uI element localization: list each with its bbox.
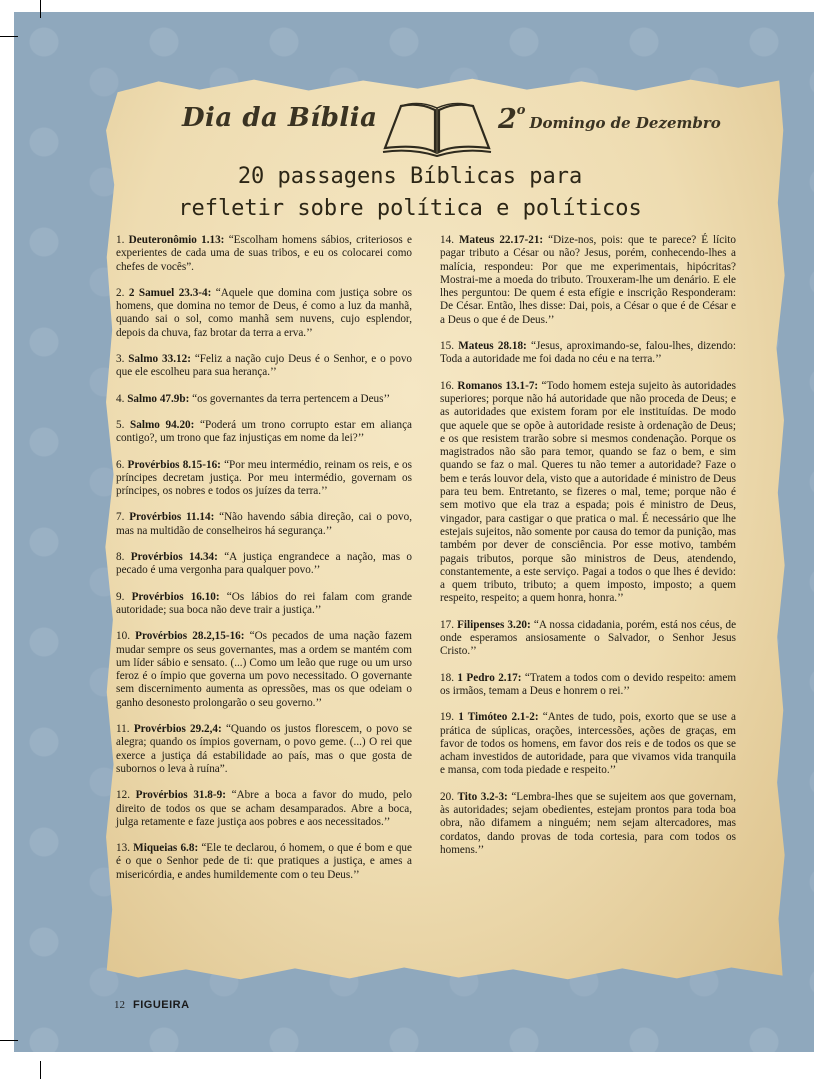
passage-entry: 19. 1 Timóteo 2.1-2: “Antes de tudo, pois, exorto que se use a prática de súplicas, orações, intercessões, ações de graças, em favor de todos os homens, em favor dos reis e de todos os que se acham investidos de autoridade, para que vivamos vida tranquila e mansa, com toda piedade e respeito.’’ [440,711,736,777]
passage-text: “A justiça engrandece a nação, mas o pecado é uma vergonha para qualquer povo.’’ [116,551,412,577]
passage-reference: Deuteronômio 1.13: [128,234,225,246]
left-column [116,234,412,895]
magazine-brand: FIGUEIRA [133,999,190,1011]
passage-entry: 3. Salmo 33.12: “Feliz a nação cujo Deus é o Senhor, e o povo que ele escolheu para sua herança.’’ [116,353,413,379]
passage-reference: Provérbios 8.15-16: [127,458,221,471]
page-footer [114,999,190,1015]
page-number: 12 [114,999,125,1011]
passage-text: “Por meu intermédio, reinam os reis, e os príncipes decretam justiça. Por meu intermédio, governam os príncipes, os nobres e todos os juízes da terra.’’ [116,458,413,498]
crop-mark [0,1040,18,1041]
passage-reference: Filipenses 3.20: [457,618,531,631]
passage-reference: Provérbios 11.14: [129,511,215,524]
passage-entry: 17. Filipenses 3.20: “A nossa cidadania, porém, está nos céus, de onde esperamos ansiosamente o Salvador, o Senhor Jesus Cristo.’’ [440,618,737,658]
passage-text: “Todo homem esteja sujeito às autoridades superiores; porque não há autoridade que não proceda de Deus; e as autoridades que existem foram por ele instituídas. De modo que aquele que se opõe à autoridade resiste à ordenação de Deus; e os que resistem trarão sobre si mesmos condenação. Porque os magistrados não são para temor, quando se faz o bem, e sim quando se faz o mal. Queres tu não temer a autoridade? Faze o bem e terás louvor dela, visto que a autoridade é ministro de Deus para teu bem. Entretanto, se fizeres o mal, teme; porque não é sem motivo que ela traz a espada; pois é ministro de Deus, vingador, para castigar o que pratica o mal. É necessário que lhe estejais sujeitos, não somente por causa do temor da punição, mas também por dever de consciência. Por esse motivo, também pagais tributos, porque são ministros de Deus, atendendo, constantemente, a este serviço. Pagai a todos o que lhes é devido: a quem tributo, tributo; a quem imposto, imposto; a quem respeito, respeito; a quem honra, honra.’’ [440,379,736,605]
passage-reference: Salmo 47.9b: [127,392,190,405]
passage-text: “Abre a boca a favor do mudo, pelo direito de todos os que se acham desamparados. Abre a boca, julga retamente e faze justiça aos pobres e aos necessitados.’’ [116,789,413,828]
passage-reference: Provérbios 28.2,15-16: [135,630,245,643]
passage-text: “os governantes da terra pertencem a Deus’’ [192,392,391,405]
header-title-dia-da-biblia: Dia da Bíblia [182,103,378,133]
passage-text: “Os pecados de uma nação fazem mudar sempre os seus governantes, mas a ordem se mantém com um líder sábio e sensato. (...) Como um leão que ruge ou um urso feroz é o ímpio que governa um povo necessitado. O governante sem discernimento aumenta as opressões, mas os que odeiam o ganho desonesto prolongarão o seu governo.’’ [116,630,413,709]
passage-text: “Feliz a nação cujo Deus é o Senhor, e o povo que ele escolheu para sua herança.’’ [116,353,413,379]
passage-reference: 2 Samuel 23.3-4: [128,286,212,299]
passage-reference: Salmo 94.20: [130,418,195,431]
passage-text: “Antes de tudo, pois, exorto que se use a prática de súplicas, orações, intercessões, ações de graças, em favor de todos os homens, em favor dos reis e de todos os que se acham investidos de autoridade, para que vivamos vida tranquila e mansa, com toda piedade e respeito.’’ [440,711,736,777]
crop-mark [40,0,41,18]
passage-entry: 11. Provérbios 29.2,4: “Quando os justos florescem, o povo se alegra; quando os ímpios governam, o povo geme. (...) O rei que exerce a justiça dá estabilidade ao país, mas o que gosta de subornos o leva à ruína”. [116,723,412,775]
passage-text: “Escolham homens sábios, criteriosos e experientes de cada uma de suas tribos, e eu os colocarei como chefes de vocês”. [116,234,413,273]
passage-text: “Dize-nos, pois: que te parece? É lícito pagar tributo a César ou não? Jesus, porém, conhecendo-lhes a malícia, respondeu: Por que me experimentais, hipócritas? Mostrai-me a moeda do tributo. Trouxeram-lhe um denário. E ele lhes perguntou: De quem é esta efígie e inscrição Responderam: De César. Então, lhes disse: Dai, pois, a César o que é de César e a Deus o que é de Deus.’’ [440,234,737,326]
passage-reference: Provérbios 16.10: [131,590,220,603]
passage-reference: Salmo 33.12: [128,353,191,366]
passage-text: “Os lábios do rei falam com grande autoridade; sua boca não deve trair a justiça.’’ [116,590,413,616]
passage-entry: 8. Provérbios 14.34: “A justiça engrandece a nação, mas o pecado é uma vergonha para qualquer povo.’’ [116,551,412,577]
open-book-icon [381,98,493,158]
passage-entry: 14. Mateus 22.17-21: “Dize-nos, pois: que te parece? É lícito pagar tributo a César ou não? Jesus, porém, conhecendo-lhes a malícia, respondeu: Por que me experimentais, hipócritas? Mostrai-me a moeda do tributo. Trouxeram-lhe um denário. E ele lhes perguntou: De quem é esta efígie e inscrição Responderam: De César. Então, lhes disse: Dai, pois, a César o que é de César e a Deus o que é de Deus.’’ [440,234,737,326]
passage-text: “Aquele que domina com justiça sobre os homens, que domina no temor de Deus, é como a luz da manhã, quando sai o sol, como manhã sem nuvens, cujo esplendor, depois da chuva, faz brotar da terra a erva.’’ [116,286,412,339]
passage-entry: 13. Miqueias 6.8: “Ele te declarou, ó homem, o que é bom e que é o que o Senhor pede de ti: que pratiques a justiça, e ames a misericórdia, e andes humildemente com o teu Deus.’’ [116,842,412,881]
page-title-line-1: 20 passagens Bíblicas para [237,164,583,189]
passage-entry: 6. Provérbios 8.15-16: “Por meu intermédio, reinam os reis, e os príncipes decretam justiça. Por meu intermédio, governam os príncipes, os nobres e todos os juízes da terra.’’ [116,458,413,498]
passage-entry: 12. Provérbios 31.8-9: “Abre a boca a favor do mudo, pelo direito de todos os que se acham desamparados. Abre a boca, julga retamente e faze justiça aos pobres e aos necessitados.’’ [116,789,413,828]
passage-text: “Tratem a todos com o devido respeito: amem os irmãos, temam a Deus e honrem o rei.’’ [440,671,737,697]
right-column [440,234,736,870]
passage-entry: 20. Tito 3.2-3: “Lembra-lhes que se sujeitem aos que governam, às autoridades; sejam obedientes, estejam prontos para toda boa obra, não difamem a ninguém; nem sejam altercadores, mas cordatos, dando provas de toda cortesia, para com todos os homens.’’ [440,790,737,856]
passage-text: “Jesus, aproximando-se, falou-lhes, dizendo: Toda a autoridade me foi dada no céu e na terra.’’ [440,340,736,366]
passage-text: “Quando os justos florescem, o povo se alegra; quando os ímpios governam, o povo geme. (...) O rei que exerce a justiça dá estabilidade ao país, mas o que gosta de subornos o leva à ruína”. [116,723,412,775]
passage-reference: Mateus 28.18: [458,340,527,353]
passage-entry: 1. Deuteronômio 1.13: “Escolham homens sábios, criteriosos e experientes de cada uma de suas tribos, e eu os colocarei como chefes de vocês”. [116,234,413,273]
passage-reference: Provérbios 14.34: [130,551,218,564]
passage-entry: 4. Salmo 47.9b: “os governantes da terra pertencem a Deus’’ [116,392,391,405]
passage-text: “Não havendo sábia direção, cai o povo, mas na multidão de conselheiros há segurança.’’ [116,511,412,537]
header-date-text: Domingo de Dezembro [529,114,721,132]
passage-entry: 15. Mateus 28.18: “Jesus, aproximando-se, falou-lhes, dizendo: Toda a autoridade me foi dada no céu e na terra.’’ [440,340,736,366]
passage-entry: 9. Provérbios 16.10: “Os lábios do rei falam com grande autoridade; sua boca não deve trair a justiça.’’ [116,590,413,616]
passage-text: “Ele te declarou, ó homem, o que é bom e que é o que o Senhor pede de ti: que pratiques a justiça, e ames a misericórdia, e andes humildemente com o teu Deus.’’ [116,842,412,881]
passage-entry: 5. Salmo 94.20: “Poderá um trono corrupto estar em aliança contigo?, um trono que faz injustiças em nome da lei?’’ [116,418,413,445]
passage-text: “A nossa cidadania, porém, está nos céus, de onde esperamos ansiosamente o Salvador, o Senhor Jesus Cristo.’’ [440,618,737,658]
passage-entry: 10. Provérbios 28.2,15-16: “Os pecados de uma nação fazem mudar sempre os seus governantes, mas a ordem se mantém com um líder sábio e sensato. (...) Como um leão que ruge ou um urso feroz é o ímpio que governa um povo necessitado. O governante sem discernimento aumenta as opressões, mas os que odeiam o ganho desonesto prolongarão o seu governo.’’ [116,630,413,709]
passage-text: “Lembra-lhes que se sujeitem aos que governam, às autoridades; sejam obedientes, estejam prontos para toda boa obra, não difamem a ninguém; nem sejam altercadores, mas cordatos, dando provas de toda cortesia, para com todos os homens.’’ [440,790,737,856]
header-ordinal: o [516,103,526,118]
header-number: 2 [498,104,517,135]
passage-text: “Poderá um trono corrupto estar em aliança contigo?, um trono que faz injustiças em nome da lei?’’ [116,418,413,445]
passage-entry: 16. Romanos 13.1-7: “Todo homem esteja sujeito às autoridades superiores; porque não há autoridade que não proceda de Deus; e as autoridades que existem foram por ele instituídas. De modo que aquele que se opõe à autoridade resiste à ordenação de Deus; e os que resistem trarão sobre si mesmos condenação. Porque os magistrados não são para temor, quando se faz o bem, e sim quando se faz o mal. Queres tu não temer a autoridade? Faze o bem e terás louvor dela, visto que a autoridade é ministro de Deus para teu bem. Entretanto, se fizeres o mal, teme; porque não é sem motivo que ela traz a espada; pois é ministro de Deus, vingador, para castigar o que pratica o mal. É necessário que lhe estejais sujeitos, não somente por causa do temor da punição, mas também por dever de consciência. Por esse motivo, também pagais tributos, porque são ministros de Deus, atendendo, constantemente, a este serviço. Pagai a todos o que lhes é devido: a quem tributo, tributo; a quem imposto, imposto; a quem respeito, respeito; a quem honra, honra.’’ [440,379,736,605]
passage-reference: Miqueias 6.8: [133,842,199,855]
crop-mark [40,1061,41,1079]
passage-reference: Provérbios 29.2,4: [133,723,222,736]
passage-reference: Tito 3.2-3: [457,790,508,803]
page-title-line-2: refletir sobre política e políticos [178,196,642,221]
passage-entry: 7. Provérbios 11.14: “Não havendo sábia direção, cai o povo, mas na multidão de conselheiros há segurança.’’ [116,511,412,537]
passage-entry: 18. 1 Pedro 2.17: “Tratem a todos com o devido respeito: amem os irmãos, temam a Deus e honrem o rei.’’ [440,671,737,697]
crop-mark [0,36,18,37]
passage-reference: Provérbios 31.8-9: [135,789,226,802]
passage-entry: 2. 2 Samuel 23.3-4: “Aquele que domina com justiça sobre os homens, que domina no temor de Deus, é como a luz da manhã, quando sai o sol, como manhã sem nuvens, cujo esplendor, depois da chuva, faz brotar da terra a erva.’’ [116,286,412,339]
passage-reference: Romanos 13.1-7: [457,379,539,392]
passage-reference: Mateus 22.17-21: [458,234,544,246]
passage-reference: 1 Pedro 2.17: [457,671,522,684]
passage-reference: 1 Timóteo 2.1-2: [458,711,539,724]
header-second-sunday-december [498,103,738,137]
